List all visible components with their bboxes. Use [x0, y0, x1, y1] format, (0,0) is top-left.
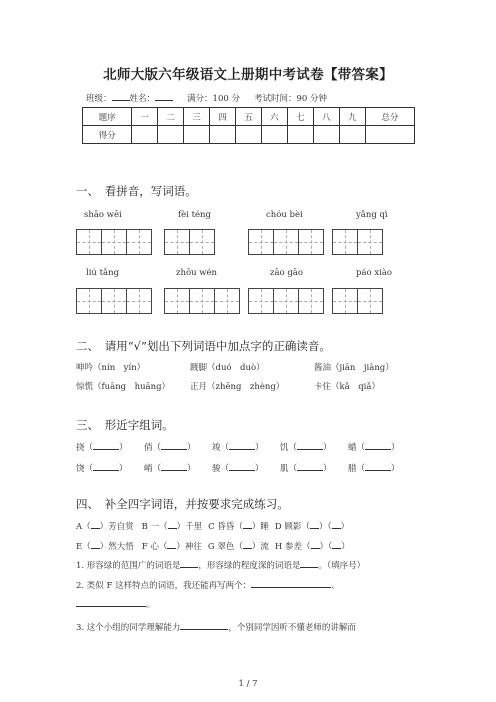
char-item: 骏（ ）	[212, 464, 264, 474]
char-item: 峭（ ）	[144, 464, 196, 474]
score-cell[interactable]	[235, 126, 261, 144]
score-cell[interactable]	[261, 126, 287, 144]
writing-grid[interactable]	[332, 288, 383, 314]
section1-heading: 一、 看拼音，写词语。	[76, 184, 197, 198]
score-cell[interactable]	[287, 126, 313, 144]
char-item: 竣（ ）	[212, 443, 264, 453]
full-marks: 满分：100 分	[187, 94, 240, 104]
idiom-line: A（ ）芳自赏 B 一（ ）千里 C 昏昏（ ）睡 D 顾影（ ）（ ）	[76, 522, 350, 532]
score-header-cell: 一	[132, 108, 158, 126]
score-cell[interactable]	[132, 126, 158, 144]
score-header-cell: 六	[261, 108, 287, 126]
char-item: 饥（ ）	[280, 443, 332, 453]
char-item: 饶（ ）	[76, 464, 128, 474]
score-cell[interactable]	[210, 126, 236, 144]
name-blank	[155, 92, 173, 101]
reading-item: 踱脚（duó duò）	[190, 363, 265, 373]
question-1: 1. 形容绿的范围广的词语是 ，形容绿的程度深的词语是 。（填序号）	[76, 561, 366, 571]
score-header-cell: 二	[158, 108, 184, 126]
reading-item: 酱油（jiān jiàng）	[314, 363, 394, 373]
score-header-cell: 题序	[83, 108, 132, 126]
writing-grid[interactable]	[248, 288, 324, 314]
char-item: 蜡（ ）	[348, 443, 400, 453]
score-cell[interactable]	[158, 126, 184, 144]
idiom-line: E（ ）然大悟 F 心（ ）神往 G 翠色（ ）流 H 参差（ ）（ ）	[76, 542, 350, 552]
question-2-continued: 。	[76, 598, 155, 610]
score-cell[interactable]	[313, 126, 339, 144]
pinyin-label: shāo wēi	[84, 210, 122, 220]
score-row-label: 得分	[83, 126, 132, 144]
pinyin-label: yǎng qì	[356, 210, 388, 220]
pinyin-label: fèi téng	[178, 210, 211, 220]
score-header-cell: 八	[313, 108, 339, 126]
question-2: 2. 类似 F 这样特点的词语，我还能再写两个： 、	[76, 581, 340, 591]
pinyin-label: chóu bèi	[266, 210, 303, 220]
writing-grid[interactable]	[76, 229, 152, 255]
page-number: 1 / 7	[238, 679, 258, 689]
class-blank	[112, 92, 130, 101]
char-item: 挠（ ）	[76, 443, 128, 453]
reading-item: 惊慌（fuāng huāng）	[76, 382, 171, 392]
writing-grid[interactable]	[164, 229, 215, 255]
name-label: 姓名：	[129, 94, 156, 104]
class-label: 班级：	[86, 94, 112, 104]
section3-heading: 三、 形近字组词。	[76, 418, 174, 432]
page-title: 北师大版六年级语文上册期中考试卷【带答案】	[103, 67, 393, 83]
writing-grid[interactable]	[76, 288, 152, 314]
writing-grid[interactable]	[248, 229, 324, 255]
exam-info	[86, 92, 327, 104]
score-header-cell: 三	[184, 108, 210, 126]
score-header-row	[83, 108, 415, 126]
section2-heading: 二、 请用“√”划出下列词语中加点字的正确读音。	[76, 339, 331, 353]
char-item: 肌（ ）	[280, 464, 332, 474]
score-row	[83, 126, 415, 144]
exam-time: 考试时间：90 分钟	[253, 94, 327, 104]
score-header-cell: 四	[210, 108, 236, 126]
score-header-cell: 总分	[365, 108, 414, 126]
reading-item: 卡住（kǎ qiǎ）	[314, 382, 380, 392]
score-cell[interactable]	[365, 126, 414, 144]
pinyin-label: zhōu wén	[176, 268, 218, 278]
score-table	[82, 107, 415, 144]
reading-item: 呻吟（nín yín）	[76, 363, 146, 373]
char-item: 俏（ ）	[144, 443, 196, 453]
score-header-cell: 七	[287, 108, 313, 126]
pinyin-label: zāo gāo	[270, 268, 303, 278]
writing-grid[interactable]	[332, 229, 383, 255]
question-3: 3. 这个小组的同学理解能力 ，个别同学因听不懂老师的讲解而	[76, 623, 356, 633]
score-cell[interactable]	[339, 126, 365, 144]
pinyin-label: páo xiào	[356, 268, 393, 278]
score-header-cell: 九	[339, 108, 365, 126]
writing-grid[interactable]	[164, 288, 240, 314]
char-item: 腊（ ）	[348, 464, 400, 474]
section4-heading: 四、 补全四字词语，并按要求完成练习。	[76, 497, 289, 511]
reading-item: 正月（zhēng zhèng）	[190, 382, 285, 392]
score-cell[interactable]	[184, 126, 210, 144]
pinyin-label: liú tǎng	[86, 268, 120, 278]
score-header-cell: 五	[235, 108, 261, 126]
